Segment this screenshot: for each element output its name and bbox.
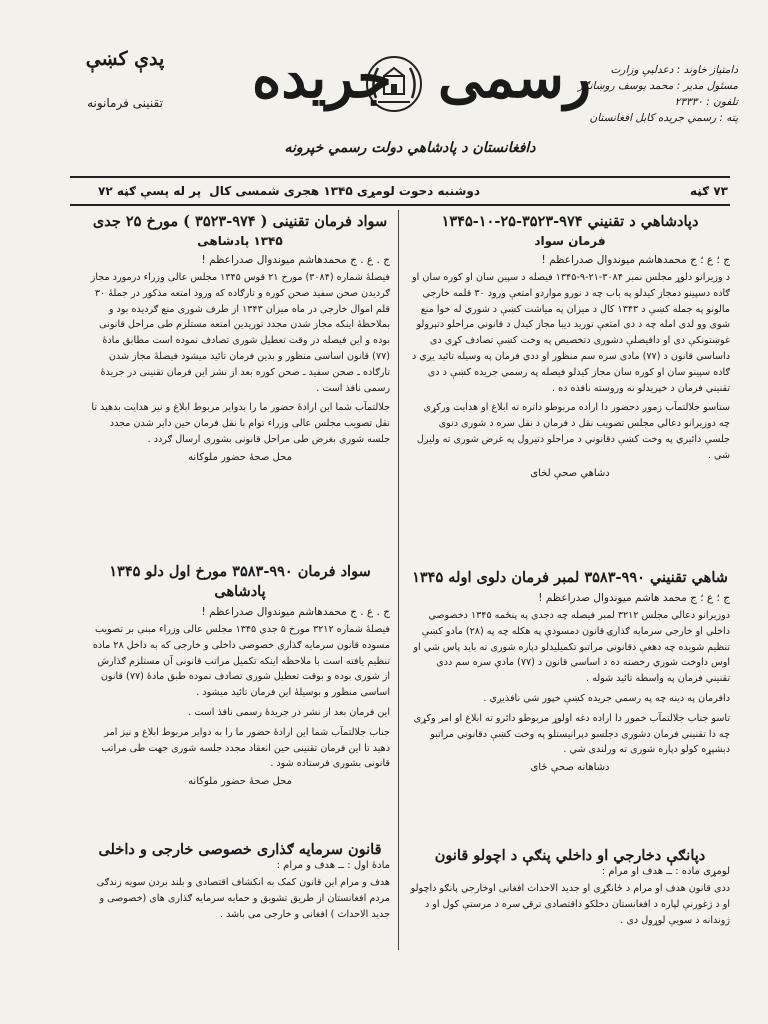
contents-box (70, 48, 180, 110)
top-rule (70, 176, 730, 178)
issue-date: دوشنبه دحوت لومړی ۱۳۴۵ هجری شمسی کال (209, 184, 480, 198)
paragraph: ستاسو جلالتمآب زموږ دحضور دا اراده مربوطو داتره ته ابلاغ او هدایت ورکړی چه دوزیرانو دعالي مجلس تصویب نقل د فرمان د نقل سره د شوری دنوی جلسې دائیري په وخت کښې دقانوني د مراحلو دتیرول په غرض شوری ته ولیږل شي . (416, 402, 730, 461)
masthead (240, 40, 592, 160)
section-title: دپانګې دخارجي او داخلي پنګې د اچولو قانون (434, 847, 706, 864)
phone-line: تلفون : ۲۳۳۳۰ (674, 96, 738, 108)
section-title: سواد فرمان ۹۹۰-۳۵۸۳ مورخ اول دلو ۱۳۴۵ پادشاهی (109, 563, 371, 600)
contents-heading: پدې کښې (85, 48, 165, 70)
paragraph: این فرمان بعد از نشر در جریدهٔ رسمی نافذ است . (188, 706, 390, 718)
publisher-info (548, 62, 738, 126)
paragraph: جلالتمآب شما این ارادهٔ حضور ما را بدوایر مربوط ابلاغ و نیز هدایت بدهید تا نقل تصویب مجلس عالی وزراء توام با نقل فرمان حین دایر شدن مجدد جلسه شوری بغرض طی مراحل قانونی بشوری ارسال ګردد . (91, 402, 390, 445)
paragraph: دافرمان په دینه چه په رسمي جریده کښې خپور شي نافذیږي . (483, 692, 730, 704)
right-section-1 (410, 212, 730, 487)
paragraph: ددی قانون هدف او مرام د ځانګړی او جدید الاحداث افغانی اوخارجي پانګو داچولو او د ژغورنې لپاره د افغانستان دخلکو داقتصادی ترقۍ سره د مرستې کول او د ژوندانه د سویې لوړول دی . (410, 883, 730, 926)
contents-item: تقنینی فرمانونه (87, 96, 163, 110)
article-heading: مادهٔ اول : ــ هدف و مرام : (276, 860, 390, 871)
dateline (70, 180, 730, 204)
section-subtitle: ۱۳۴۵ پادشاهی (197, 234, 283, 248)
section-title: شاهي تقنیني ۹۹۰-۳۵۸۳ لمبر فرمان دلوی اوله ۱۳۴۵ (412, 569, 728, 586)
left-section-2 (90, 562, 390, 795)
section-title: دپادشاهي د تقنیني ۹۷۴-۳۵۲۳-۲۵-۱۰-۱۳۴۵ (441, 213, 699, 230)
paragraph: د وزیرانو دلوړ مجلس نمبر ۳۰۸۴-۲۱-۹-۱۳۴۵ فیصله د سپین سان او کوره سان او ګاده دسپینو دمجاز کیدلو په باب چه د نورو مواردو امتعې ورود ۳۰ قلمه خارجي مالونو په جمله کښې د ۱۳۴۳ کال د میزان په میاشت کښې د شوري له خوا منع شوی وو لدی امله چه د دی امتعې تورید دیبا مجاز کیدل د قانوني مراحلو دتېرولو غوښتونکې دی او دافیصلې دشوری دتخصیص په وخت کښې تصادف کړی دی داساسي قانون د (۷۷) مادی سره سم منظور او ددي فرمان په وسیله تائید یږي د ګاده سپینو سان او کوره سان مجاز کیدلو فیصله په رسمي جریده کښې د دی تقنیني فرمان د خپریدلو نه وروسته نافذه ده . (411, 272, 730, 394)
masthead-subtitle: دافغانستان د پادشاهي دولت رسمي خپرونه (284, 140, 536, 156)
bottom-rule (70, 204, 730, 206)
signature-line: دشاهي صحې لخای (530, 467, 610, 479)
section-title: قانون سرمایه ګذاری خصوصی خارجی و داخلی (98, 841, 382, 858)
paragraph: فیصلهٔ شماره (۳۰۸۴) مورخ ۲۱ قوس ۱۳۴۵ مجلس عالی وزراء درمورد مجاز ګردیدن صحن سفید صحن کوره و تارګاده که ورود امتعه مذکور در جملهٔ ۳۰ قلم اموال خارجی در ماه میزان ۱۳۴۳ از طرف شوری منع ګردیده بود و بملاحظهٔ اینکه مجاز شدن مجدد توریدین امتعه مستلزم طی مراحل قانونی بوده و این فیصله در وقت تعطیل شوری تصادف نموده است مطابق مادهٔ (۷۷) قانون اساسی منظور و بدین فرمان تائید میشود فیصلهٔ مجاز شدن تارګاده ـ صحن سفید ـ صحن کوره بعد از نشر این فرمان تقنینی در جریدهٔ رسمی نافذ است . (90, 272, 390, 394)
section-subtitle: فرمان سواد (534, 234, 606, 248)
column-divider (398, 210, 399, 950)
paragraph: جناب جلالتمآب شما این ارادهٔ حضور ما را به دوایر مربوط ابلاغ و نیز امر دهید تا این فرمان تقنینی حین انعقاد مجدد جلسه شوری جهت طی مراتب قانونی بشوری فرستاده شود . (101, 726, 390, 770)
right-section-2 (410, 568, 730, 781)
article-heading: لومړی ماده : ــ هدف او مرام : (601, 866, 730, 877)
address-line: ج . ع . ج محمدهاشم میوندوال صدراعظم ! (201, 254, 390, 266)
masthead-title-right: رسمی (438, 45, 592, 111)
masthead-title-left: جریده (252, 45, 392, 111)
right-section-3 (410, 846, 730, 932)
serial-number: پر له پسې ګڼه ۷۲ (98, 184, 202, 198)
left-section-1 (90, 212, 390, 471)
signature-line: محل صحهٔ حضور ملوکانه (188, 451, 292, 463)
editor-line: مسئول مدیر : محمد یوسف روښانګر (578, 80, 738, 92)
owner-line: دامتیاز خاوند : دعدلیې وزارت (610, 64, 738, 76)
paragraph: فیصلهٔ شماره ۳۲۱۲ مورخ ۵ جدی ۱۳۴۵ مجلس عالی وزراء مبنی بر تصویب مسوده قانون سرمایه ګذاری خصوصی داخلی و خارجی که به داخل ۲۸ ماده تنظیم یافته است با ملاحظه اینکه تکمیل مراتب قانونی آن مستلزم ګذارش از شوری بوده و بوقت تعطیل شوری تصادف نموده طبق مادهٔ (۷۷) قانون اساسی منظور و بوسیلهٔ این فرمان تائید میشود . (92, 624, 390, 699)
issue-number: ۷۳ ګڼه (690, 184, 728, 198)
paragraph: تاسو جناب جلالتمآب خموږ دا اراده دغه اولوړ مربوطو دائرو ته ابلاغ او امر وکړی چه دا تقنیني فرمان دشوری دجلسو دپرانیستلو په وخت کښې دقانوني مراتبو دبشپړه کولو دپاره شوری ته ورلندی شي . (413, 712, 730, 756)
left-section-3 (90, 840, 390, 926)
section-title: سواد فرمان تقنینی ( ۹۷۴-۳۵۲۳ ) مورخ ۲۵ جدی (92, 213, 388, 230)
address-line: پته : رسمي جریده کابل افغانستان (589, 112, 738, 124)
signature-line: دشاهانه صحې ځای (530, 762, 610, 774)
signature-line: محل صحهٔ حضور ملوکانه (188, 776, 292, 788)
address-line: ج ؛ ع ؛ ج محمد هاشم میوندوال صدراعظم ! (538, 592, 730, 604)
address-line: ج ؛ ع ؛ ج محمدهاشم میوندوال صدراعظم ! (541, 254, 730, 266)
address-line: ج . ع . ج محمدهاشم میوندوال صدراعظم ! (201, 606, 390, 618)
paragraph: دوزیرانو دعالي مجلس ۳۲۱۲ لمبر فیصله چه دجدی په پنځمه ۱۳۴۵ دخصوصي داخلي او خارجي سرمایه ګذارۍ قانون دمسودې په هکله چه په (۲۸) مادو کښې تنظیم شویده چه دهغې دقانوني مراتبو تکمیلیدلو دپاره شوری ته باید پاس شي او اوس داوخت شوري رخصته ده د اساسي قانون د (۷۷) مادې سره سم ددی تقنیني فرمان په واسطه تائید شوله . (413, 610, 730, 685)
paragraph: هدف و مرام این قانون کمک به انکشاف اقتصادی و بلند بردن سویه زندګی مردم افغانستان از طریق تشویق و حمایه سرمایه ګذاری های (خصوصی و جدید الاحداث ) افغانی و خارجی می باشد . (96, 877, 390, 920)
